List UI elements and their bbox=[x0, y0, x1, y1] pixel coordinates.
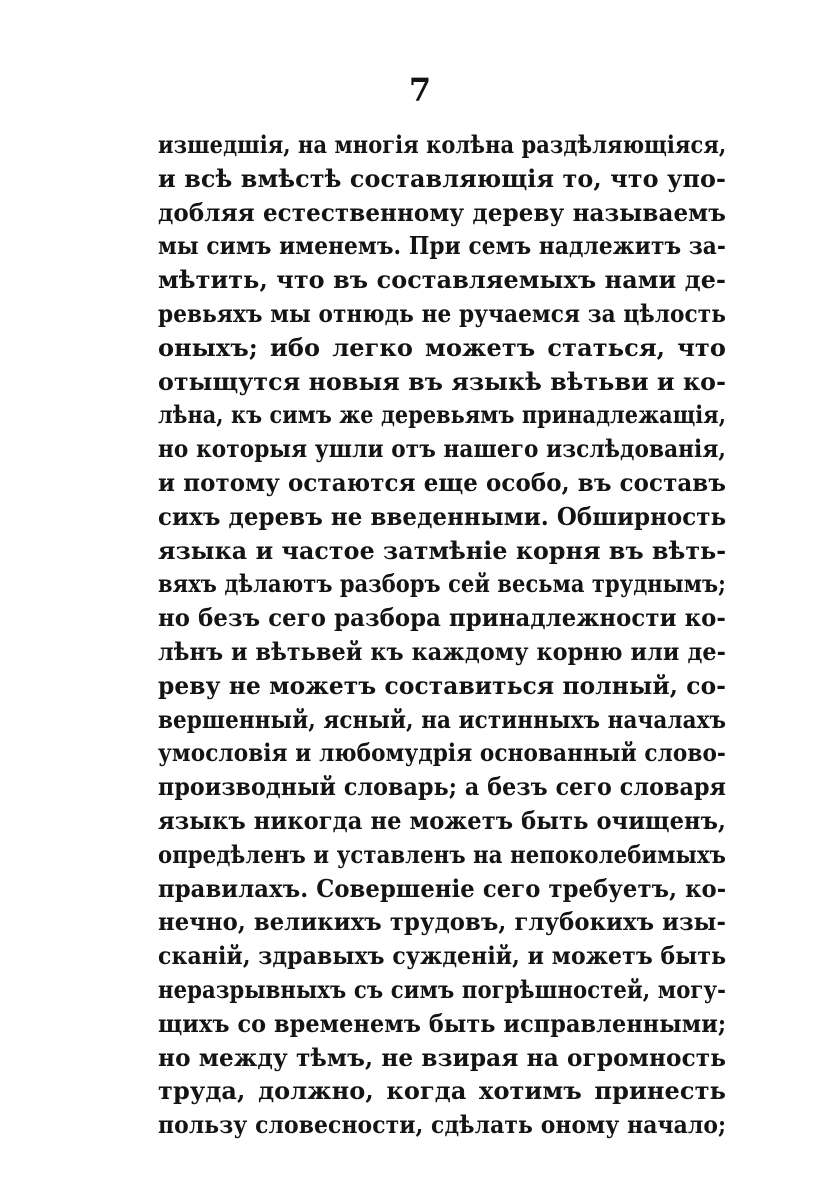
text-line: и потому остаются еще особо, въ составъ bbox=[158, 467, 726, 497]
text-line: отыщутся новыя въ языкѣ вѣтьви и ко- bbox=[158, 366, 726, 396]
text-line: но между тѣмъ, не взирая на огромность bbox=[158, 1042, 727, 1072]
text-line: умословія и любомудрія основанный слово- bbox=[158, 738, 726, 768]
text-line: но безъ сего разбора принадлежности ко- bbox=[158, 603, 726, 633]
text-line: сихъ деревъ не введенными. Обширность bbox=[158, 501, 727, 531]
text-line: языка и частое затмѣніе корня въ вѣть- bbox=[158, 535, 727, 565]
text-line: опредѣленъ и уставленъ на непоколебимыхъ bbox=[158, 839, 727, 869]
text-line: языкъ никогда не можетъ быть очищенъ, bbox=[158, 805, 727, 835]
text-line: пользу словесности, сдѣлать оному начало; bbox=[158, 1110, 727, 1140]
text-line: ревьяхъ мы отнюдь не ручаемся за цѣлость bbox=[158, 298, 727, 328]
text-line: изшедшія, на многія колѣна раздѣляющіяся, bbox=[158, 130, 727, 159]
text-line: производный словарь; а безъ сего словаря bbox=[158, 772, 727, 802]
text-line: и всѣ вмѣстѣ составляющія то, что упо- bbox=[158, 163, 726, 193]
text-line: вяхъ дѣлаютъ разборъ сей весьма труднымъ; bbox=[158, 569, 726, 599]
text-line: добляя естественному дереву называемъ bbox=[158, 197, 726, 227]
text-line: но которыя ушли отъ нашего изслѣдованія, bbox=[158, 434, 727, 464]
text-line: сканій, здравыхъ сужденій, и можетъ быть bbox=[158, 941, 727, 971]
text-line: вершенный, ясный, на истинныхъ началахъ bbox=[158, 704, 727, 734]
text-line: лѣна, къ симъ же деревьямъ принадлежащія, bbox=[158, 400, 727, 430]
text-line: мы симъ именемъ. При семъ надлежитъ за- bbox=[158, 231, 726, 261]
body-text bbox=[158, 128, 726, 1142]
text-line: труда, должно, когда хотимъ принесть bbox=[158, 1076, 726, 1106]
text-line: мѣтить, что въ составляемыхъ нами де- bbox=[158, 265, 726, 295]
text-line: правилахъ. Совершеніе сего требуетъ, ко- bbox=[158, 873, 727, 903]
text-line: оныхъ; ибо легко можетъ статься, что bbox=[158, 332, 726, 362]
text-line: нечно, великихъ трудовъ, глубокихъ изы- bbox=[158, 907, 727, 937]
text-line: лѣнъ и вѣтьвей къ каждому корню или де- bbox=[158, 636, 726, 666]
page-number: 7 bbox=[408, 71, 432, 109]
text-line: щихъ со временемъ быть исправленными; bbox=[158, 1008, 727, 1038]
text-line: реву не можетъ составиться полный, со- bbox=[158, 670, 726, 700]
text-line: неразрывныхъ съ симъ погрѣшностей, могу- bbox=[158, 974, 727, 1004]
